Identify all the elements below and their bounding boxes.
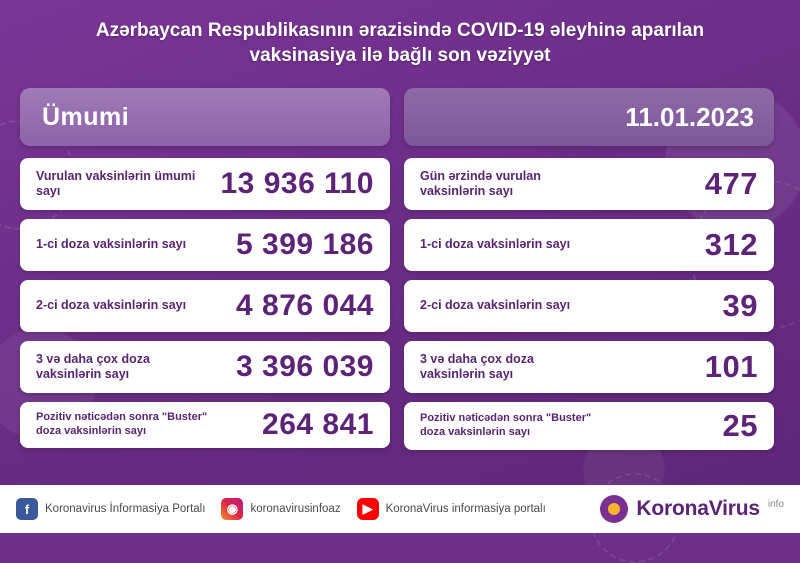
row-value: 312 — [704, 227, 758, 263]
row-label: 3 və daha çox doza vaksinlərin sayı — [36, 351, 150, 382]
daily-rows — [404, 158, 774, 450]
brand-name: KoronaVirus — [636, 497, 760, 520]
table-row — [20, 280, 390, 332]
row-label: 1-ci doza vaksinlərin sayı — [36, 237, 187, 252]
footer-bar — [0, 485, 800, 533]
table-row — [20, 219, 390, 271]
row-label: 2-ci doza vaksinlərin sayı — [420, 298, 571, 313]
row-label: Vurulan vaksinlərin ümumi sayı — [36, 168, 196, 199]
sun-icon — [600, 495, 628, 523]
youtube-icon: ▶ — [357, 498, 379, 520]
row-value: 264 841 — [262, 408, 374, 442]
row-label: Pozitiv nəticədən sonra "Buster" doza vaksinlərin sayı — [420, 412, 592, 439]
stats-columns — [0, 74, 800, 450]
total-rows — [20, 158, 390, 448]
table-row — [404, 402, 774, 450]
youtube-link[interactable] — [357, 498, 546, 520]
facebook-link[interactable] — [16, 498, 205, 520]
table-row — [404, 280, 774, 332]
row-value: 39 — [722, 288, 758, 324]
table-row — [404, 341, 774, 393]
table-row — [20, 341, 390, 393]
page-title: Azərbaycan Respublikasının ərazisində COVID-19 əleyhinə aparılan vaksinasiya ilə bağlı son vəziyyət — [95, 20, 705, 67]
instagram-link[interactable] — [221, 498, 340, 520]
table-row — [404, 158, 774, 210]
table-row — [20, 402, 390, 448]
row-label: 2-ci doza vaksinlərin sayı — [36, 298, 187, 313]
brand-suffix: info — [767, 499, 784, 510]
table-row — [20, 158, 390, 210]
daily-column — [404, 88, 774, 450]
row-label: Gün ərzində vurulan vaksinlərin sayı — [420, 168, 541, 199]
row-value: 4 876 044 — [236, 289, 374, 323]
row-value: 25 — [722, 408, 758, 444]
row-value: 3 396 039 — [236, 350, 374, 384]
instagram-icon: ◉ — [221, 498, 243, 520]
row-label: Pozitiv nəticədən sonra "Buster" doza vaksinlərin sayı — [36, 411, 208, 438]
instagram-label: koronavirusinfoaz — [250, 503, 341, 515]
row-value: 5 399 186 — [236, 228, 374, 262]
row-value: 13 936 110 — [220, 167, 374, 201]
row-label: 1-ci doza vaksinlərin sayı — [420, 237, 571, 252]
total-column-heading: Ümumi — [20, 88, 390, 146]
row-label: 3 və daha çox doza vaksinlərin sayı — [420, 351, 534, 382]
daily-column-heading: 11.01.2023 — [404, 88, 774, 146]
row-value: 101 — [704, 349, 758, 385]
total-column — [20, 88, 390, 450]
youtube-label: KoronaVirus informasiya portalı — [385, 503, 546, 515]
facebook-icon: f — [16, 498, 38, 520]
row-value: 477 — [704, 166, 758, 202]
table-row — [404, 219, 774, 271]
facebook-label: Koronavirus İnformasiya Portalı — [45, 503, 206, 515]
brand-logo[interactable] — [600, 495, 784, 523]
